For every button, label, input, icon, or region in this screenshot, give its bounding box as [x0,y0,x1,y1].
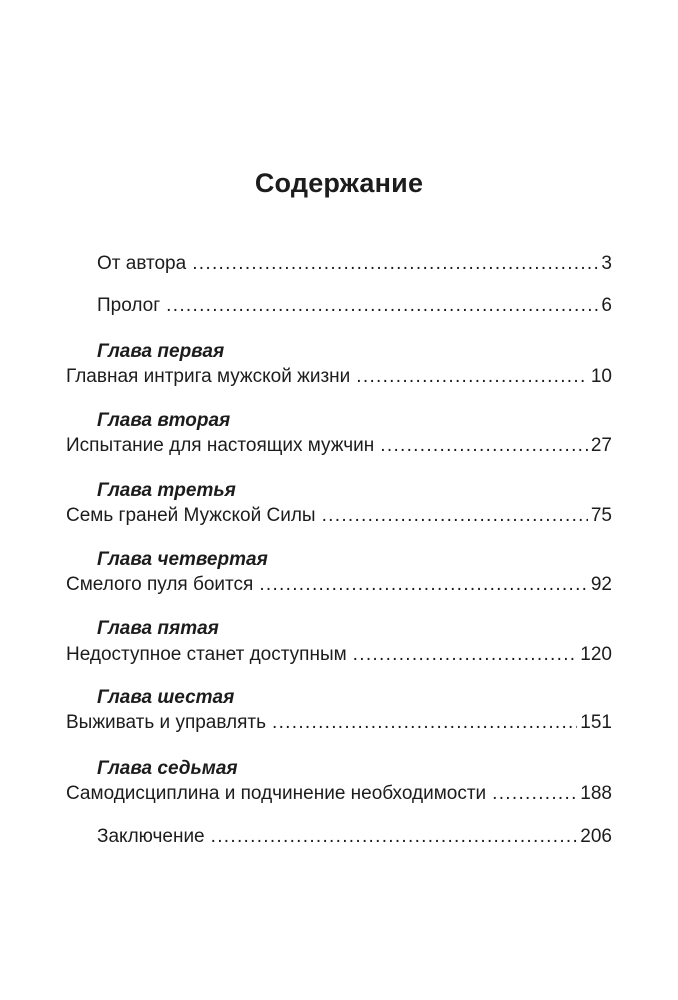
dot-leader [259,573,588,597]
chapter-heading-4: Глава четвертая [97,549,268,570]
chapter-heading-6: Глава шестая [97,687,235,708]
toc-entry-title: Выживать и управлять [66,712,267,733]
toc-page-number: 188 [580,783,612,804]
toc-entry-title: Недоступное станет доступным [66,644,347,665]
toc-entry-title: Испытание для настоящих мужчин [66,435,375,456]
toc-entry-chapter-5 [66,643,612,667]
dot-leader [492,782,577,806]
toc-page-number: 3 [601,253,612,274]
dot-leader [272,711,577,735]
toc-entry-chapter-6 [66,711,612,735]
toc-entry-chapter-7 [66,782,612,806]
chapter-heading-2: Глава вторая [97,410,231,431]
dot-leader [211,825,578,849]
toc-entry-chapter-2 [66,434,612,458]
toc-entry-title: От автора [97,253,187,274]
dot-leader [322,504,588,528]
toc-entry-title: Главная интрига мужской жизни [66,366,351,387]
toc-entry-chapter-3 [66,504,612,528]
toc-entry-prologue [97,294,612,318]
toc-page-number: 151 [580,712,612,733]
dot-leader [356,365,588,389]
dot-leader [166,294,598,318]
toc-entry-conclusion [97,825,612,849]
toc-entry-title: Пролог [97,295,161,316]
toc-entry-title: Смелого пуля боится [66,574,254,595]
toc-page-number: 10 [590,366,612,387]
toc-entry-title: Заключение [97,826,205,847]
toc-page-number: 6 [601,295,612,316]
dot-leader [353,643,578,667]
toc-page-number: 92 [590,574,612,595]
chapter-heading-5: Глава пятая [97,618,219,639]
chapter-heading-1: Глава первая [97,341,225,362]
chapter-heading-3: Глава третья [97,480,236,501]
toc-entry-chapter-4 [66,573,612,597]
dot-leader [192,252,598,276]
toc-entry-title: Семь граней Мужской Силы [66,505,316,526]
dot-leader [380,434,588,458]
toc-entry-author [97,252,612,276]
toc-page-number: 75 [590,505,612,526]
chapter-heading-7: Глава седьмая [97,758,238,779]
page-title: Содержание [254,168,424,198]
toc-page-number: 120 [580,644,612,665]
toc-entry-chapter-1 [66,365,612,389]
toc-page-number: 27 [590,435,612,456]
toc-page-number: 206 [580,826,612,847]
toc-entry-title: Самодисциплина и подчинение необходимости [66,783,487,804]
